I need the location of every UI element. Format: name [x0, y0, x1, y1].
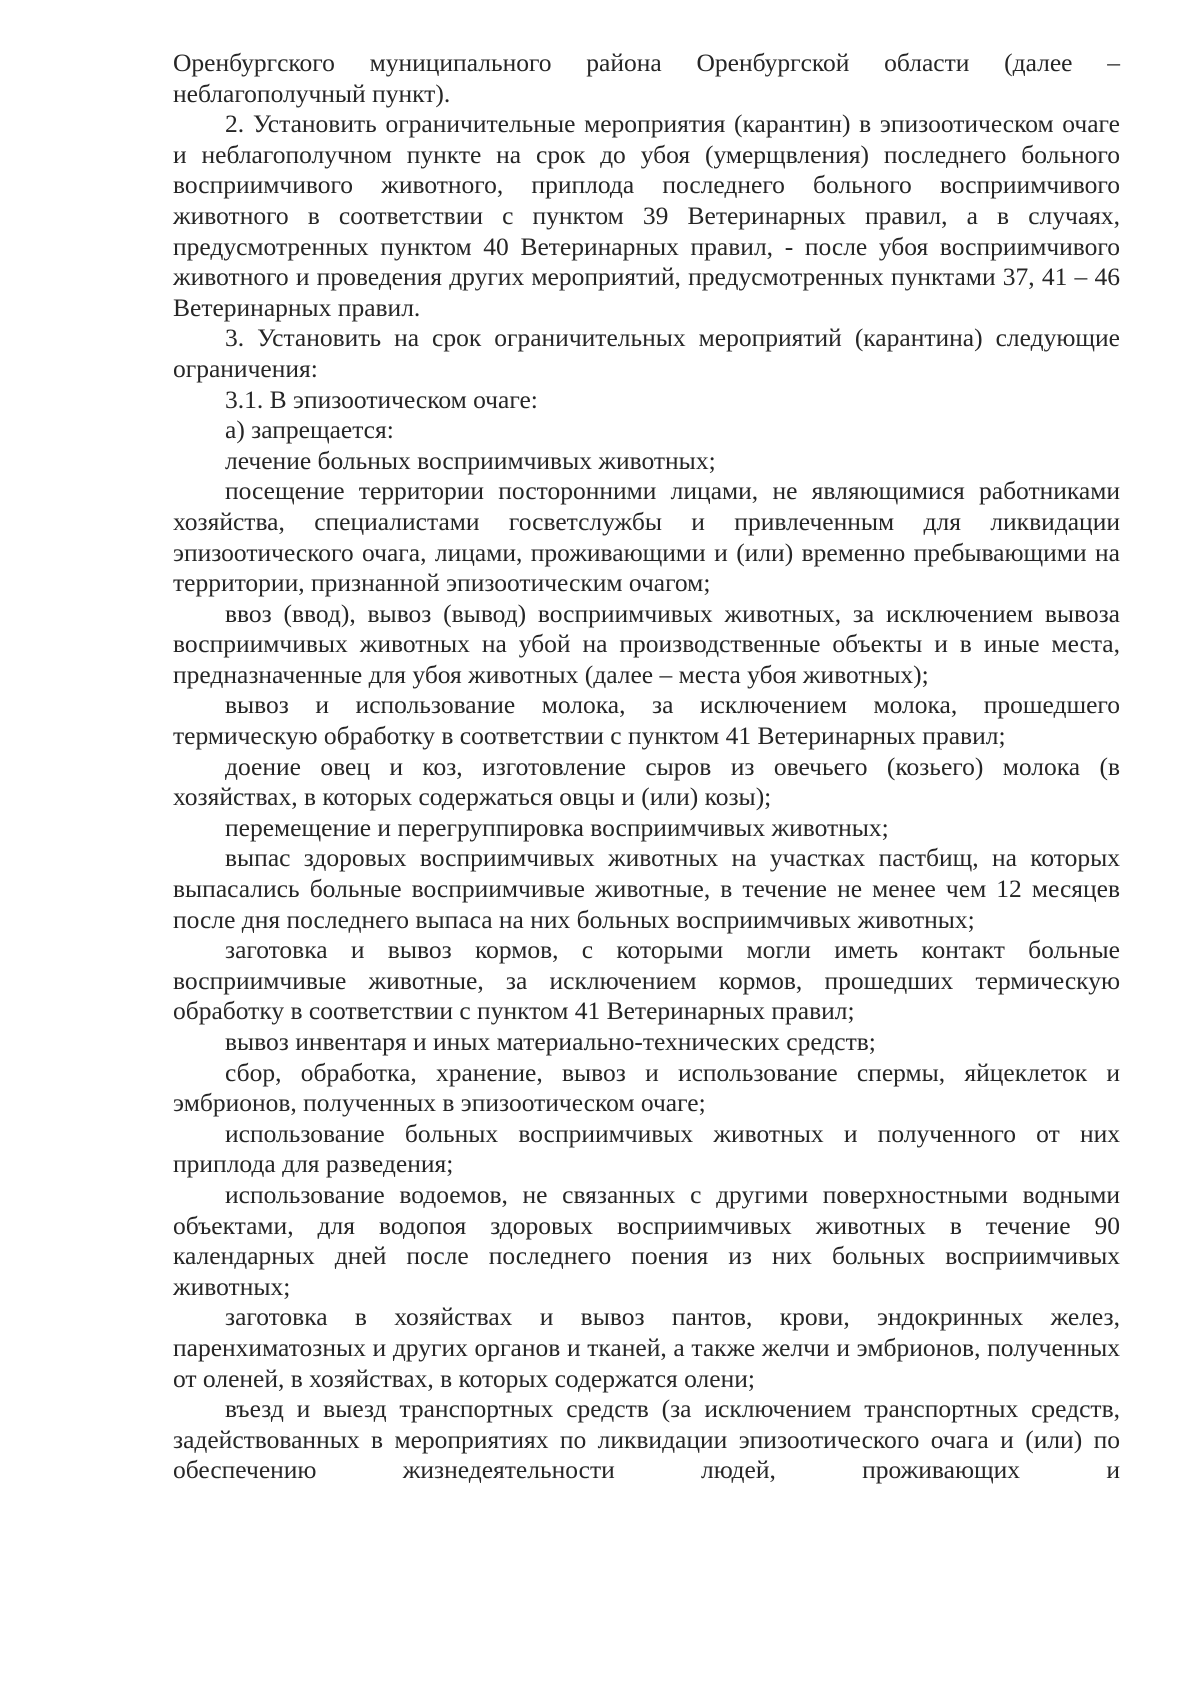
list-item-breeding: использование больных восприимчивых животных и полученного от них приплода для разведения; — [173, 1118, 1120, 1179]
paragraph-district-continuation: Оренбургского муниципального района Оренбургской области (далее – неблагополучный пункт). — [173, 48, 1120, 108]
list-item-feed: заготовка и вывоз кормов, с которыми могли иметь контакт больные восприимчивые животные, за исключением кормов, прошедших термическую обработку в соответствии с пунктом 41 Ветеринарных правил; — [173, 935, 1120, 1026]
list-item-milking-cheese: доение овец и коз, изготовление сыров из овечьего (козьего) молока (в хозяйствах, в которых содержаться овцы и (или) козы); — [173, 751, 1120, 812]
paragraph-item-3-1-heading: 3.1. В эпизоотическом очаге: — [225, 384, 538, 414]
document-body — [173, 48, 1120, 1486]
list-item-inventory: вывоз инвентаря и иных материально-технических средств; — [225, 1027, 876, 1056]
list-item-milk: вывоз и использование молока, за исключением молока, прошедшего термическую обработку в соответствии с пунктом 41 Ветеринарных правил; — [173, 690, 1120, 751]
paragraph-subitem-a-heading: а) запрещается: — [225, 415, 394, 445]
list-item-import-export-animals: ввоз (ввод), вывоз (вывод) восприимчивых животных, за исключением вывоза восприимчивых животных на убой на производственные объекты и в иные места, предназначенные для убоя животных (далее – места убоя животных); — [173, 598, 1120, 689]
list-item-grazing: выпас здоровых восприимчивых животных на участках пастбищ, на которых выпасались больные восприимчивые животные, в течение не менее чем 12 месяцев после дня последнего выпаса на них больных восприимчивых животных; — [173, 843, 1120, 934]
list-item-regrouping: перемещение и перегруппировка восприимчивых животных; — [225, 812, 889, 842]
list-item-visiting-territory: посещение территории посторонними лицами, не являющимися работниками хозяйства, специалистами госветслужбы и привлеченным для ликвидации эпизоотического очага, лицами, проживающими и (или) временно пребывающими на территории, признанной эпизоотическим очагом; — [173, 476, 1120, 598]
list-item-water-bodies: использование водоемов, не связанных с другими поверхностными водными объектами, для водопоя здоровых восприимчивых животных в течение 90 календарных дней после последнего поения из них больных восприимчивых животных; — [173, 1179, 1120, 1301]
list-item-treatment: лечение больных восприимчивых животных; — [225, 445, 716, 475]
list-item-vehicles: въезд и выезд транспортных средств (за исключением транспортных средств, задействованных в мероприятиях по ликвидации эпизоотического очага и (или) по обеспечению жизнедеятельности людей, проживающих и — [173, 1394, 1120, 1485]
paragraph-item-3-restrictions: 3. Установить на срок ограничительных мероприятий (карантина) следующие ограничения: — [173, 323, 1120, 383]
paragraph-item-2-quarantine: 2. Установить ограничительные мероприятия (карантин) в эпизоотическом очаге и неблагополучном пункте на срок до убоя (умерщвления) последнего больного восприимчивого животного, приплода последнего больного восприимчивого животного в соответствии с пунктом 39 Ветеринарных правил, а в случаях, предусмотренных пунктом 40 Ветеринарных правил, - после убоя восприимчивого животного и проведения других мероприятий, предусмотренных пунктами 37, 41 – 46 Ветеринарных правил. — [173, 109, 1120, 322]
list-item-sperm-embryos: сбор, обработка, хранение, вывоз и использование спермы, яйцеклеток и эмбрионов, полученных в эпизоотическом очаге; — [173, 1057, 1120, 1118]
list-item-antlers: заготовка в хозяйствах и вывоз пантов, крови, эндокринных желез, паренхиматозных и других органов и тканей, а также желчи и эмбрионов, полученных от оленей, в хозяйствах, в которых содержатся олени; — [173, 1302, 1120, 1393]
